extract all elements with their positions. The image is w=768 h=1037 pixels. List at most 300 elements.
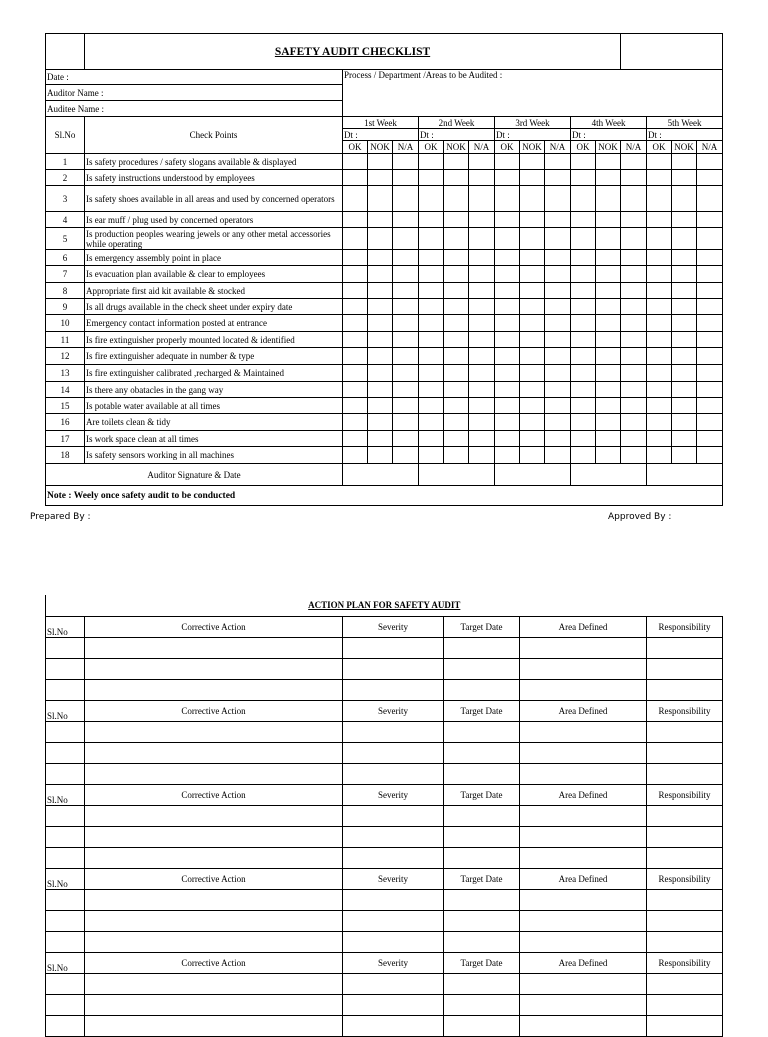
corrective-action-cell[interactable] <box>85 637 343 658</box>
check-cell[interactable] <box>545 348 571 365</box>
check-cell[interactable] <box>596 382 621 398</box>
week-2-date[interactable]: Dt : <box>419 129 495 141</box>
week-4-signature[interactable] <box>571 464 647 486</box>
corrective-action-cell[interactable] <box>85 826 343 847</box>
check-cell[interactable] <box>647 447 672 464</box>
check-cell[interactable] <box>621 228 647 250</box>
check-cell[interactable] <box>444 447 469 464</box>
check-cell[interactable] <box>520 212 545 228</box>
check-cell[interactable] <box>495 186 520 212</box>
check-cell[interactable] <box>368 348 393 365</box>
check-cell[interactable] <box>393 250 419 266</box>
area-defined-cell[interactable] <box>520 847 647 868</box>
check-cell[interactable] <box>571 315 596 332</box>
check-cell[interactable] <box>393 382 419 398</box>
check-cell[interactable] <box>545 228 571 250</box>
check-cell[interactable] <box>621 431 647 447</box>
area-defined-cell[interactable] <box>520 763 647 784</box>
check-cell[interactable] <box>545 250 571 266</box>
check-cell[interactable] <box>419 431 444 447</box>
check-cell[interactable] <box>571 266 596 283</box>
check-cell[interactable] <box>571 186 596 212</box>
check-cell[interactable] <box>368 431 393 447</box>
responsibility-cell[interactable] <box>647 826 723 847</box>
check-cell[interactable] <box>393 212 419 228</box>
check-cell[interactable] <box>520 332 545 348</box>
check-cell[interactable] <box>647 228 672 250</box>
check-cell[interactable] <box>368 315 393 332</box>
check-cell[interactable] <box>444 266 469 283</box>
check-cell[interactable] <box>545 398 571 414</box>
target-date-cell[interactable] <box>444 637 520 658</box>
check-cell[interactable] <box>444 170 469 186</box>
check-cell[interactable] <box>647 154 672 170</box>
check-cell[interactable] <box>520 154 545 170</box>
target-date-cell[interactable] <box>444 805 520 826</box>
check-cell[interactable] <box>368 212 393 228</box>
check-cell[interactable] <box>393 447 419 464</box>
check-cell[interactable] <box>697 154 723 170</box>
check-cell[interactable] <box>571 170 596 186</box>
check-cell[interactable] <box>495 315 520 332</box>
check-cell[interactable] <box>343 348 368 365</box>
check-cell[interactable] <box>545 170 571 186</box>
slno-cell[interactable] <box>46 910 85 931</box>
check-cell[interactable] <box>469 154 495 170</box>
check-cell[interactable] <box>444 365 469 382</box>
slno-cell[interactable] <box>46 763 85 784</box>
check-cell[interactable] <box>672 431 697 447</box>
check-cell[interactable] <box>647 431 672 447</box>
corrective-action-cell[interactable] <box>85 889 343 910</box>
slno-cell[interactable] <box>46 742 85 763</box>
check-cell[interactable] <box>697 348 723 365</box>
target-date-cell[interactable] <box>444 679 520 700</box>
check-cell[interactable] <box>444 299 469 315</box>
responsibility-cell[interactable] <box>647 910 723 931</box>
check-cell[interactable] <box>368 154 393 170</box>
check-cell[interactable] <box>393 315 419 332</box>
responsibility-cell[interactable] <box>647 721 723 742</box>
check-cell[interactable] <box>571 414 596 431</box>
check-cell[interactable] <box>621 447 647 464</box>
check-cell[interactable] <box>571 228 596 250</box>
check-cell[interactable] <box>444 414 469 431</box>
check-cell[interactable] <box>495 266 520 283</box>
slno-cell[interactable] <box>46 889 85 910</box>
check-cell[interactable] <box>647 266 672 283</box>
check-cell[interactable] <box>469 186 495 212</box>
check-cell[interactable] <box>393 348 419 365</box>
check-cell[interactable] <box>393 266 419 283</box>
check-cell[interactable] <box>368 299 393 315</box>
severity-cell[interactable] <box>343 721 444 742</box>
check-cell[interactable] <box>495 283 520 299</box>
severity-cell[interactable] <box>343 805 444 826</box>
check-cell[interactable] <box>545 315 571 332</box>
check-cell[interactable] <box>469 315 495 332</box>
check-cell[interactable] <box>469 332 495 348</box>
severity-cell[interactable] <box>343 637 444 658</box>
check-cell[interactable] <box>672 382 697 398</box>
check-cell[interactable] <box>571 431 596 447</box>
check-cell[interactable] <box>469 283 495 299</box>
target-date-cell[interactable] <box>444 889 520 910</box>
target-date-cell[interactable] <box>444 742 520 763</box>
check-cell[interactable] <box>545 382 571 398</box>
check-cell[interactable] <box>596 447 621 464</box>
check-cell[interactable] <box>343 283 368 299</box>
check-cell[interactable] <box>520 266 545 283</box>
check-cell[interactable] <box>495 382 520 398</box>
severity-cell[interactable] <box>343 1015 444 1036</box>
check-cell[interactable] <box>343 228 368 250</box>
check-cell[interactable] <box>343 447 368 464</box>
severity-cell[interactable] <box>343 910 444 931</box>
check-cell[interactable] <box>596 398 621 414</box>
check-cell[interactable] <box>672 170 697 186</box>
check-cell[interactable] <box>545 266 571 283</box>
check-cell[interactable] <box>697 315 723 332</box>
corrective-action-cell[interactable] <box>85 973 343 994</box>
check-cell[interactable] <box>419 212 444 228</box>
slno-cell[interactable] <box>46 826 85 847</box>
responsibility-cell[interactable] <box>647 637 723 658</box>
check-cell[interactable] <box>520 283 545 299</box>
target-date-cell[interactable] <box>444 763 520 784</box>
check-cell[interactable] <box>596 365 621 382</box>
slno-cell[interactable] <box>46 1015 85 1036</box>
responsibility-cell[interactable] <box>647 847 723 868</box>
check-cell[interactable] <box>697 266 723 283</box>
check-cell[interactable] <box>495 447 520 464</box>
check-cell[interactable] <box>621 382 647 398</box>
check-cell[interactable] <box>571 382 596 398</box>
check-cell[interactable] <box>495 250 520 266</box>
area-defined-cell[interactable] <box>520 637 647 658</box>
week-1-date[interactable]: Dt : <box>343 129 419 141</box>
check-cell[interactable] <box>697 332 723 348</box>
check-cell[interactable] <box>469 431 495 447</box>
area-defined-cell[interactable] <box>520 973 647 994</box>
corrective-action-cell[interactable] <box>85 805 343 826</box>
check-cell[interactable] <box>444 212 469 228</box>
target-date-cell[interactable] <box>444 826 520 847</box>
target-date-cell[interactable] <box>444 1015 520 1036</box>
check-cell[interactable] <box>596 154 621 170</box>
check-cell[interactable] <box>495 299 520 315</box>
check-cell[interactable] <box>697 186 723 212</box>
check-cell[interactable] <box>520 186 545 212</box>
check-cell[interactable] <box>419 348 444 365</box>
check-cell[interactable] <box>621 365 647 382</box>
check-cell[interactable] <box>393 365 419 382</box>
check-cell[interactable] <box>520 365 545 382</box>
check-cell[interactable] <box>545 283 571 299</box>
corrective-action-cell[interactable] <box>85 847 343 868</box>
corrective-action-cell[interactable] <box>85 931 343 952</box>
check-cell[interactable] <box>672 398 697 414</box>
check-cell[interactable] <box>444 186 469 212</box>
slno-cell[interactable] <box>46 658 85 679</box>
check-cell[interactable] <box>469 299 495 315</box>
check-cell[interactable] <box>343 365 368 382</box>
check-cell[interactable] <box>495 414 520 431</box>
target-date-cell[interactable] <box>444 910 520 931</box>
area-defined-cell[interactable] <box>520 826 647 847</box>
check-cell[interactable] <box>571 154 596 170</box>
check-cell[interactable] <box>368 332 393 348</box>
check-cell[interactable] <box>596 228 621 250</box>
check-cell[interactable] <box>596 348 621 365</box>
check-cell[interactable] <box>419 186 444 212</box>
slno-cell[interactable] <box>46 637 85 658</box>
check-cell[interactable] <box>393 283 419 299</box>
check-cell[interactable] <box>596 299 621 315</box>
area-defined-cell[interactable] <box>520 1015 647 1036</box>
check-cell[interactable] <box>444 154 469 170</box>
check-cell[interactable] <box>469 382 495 398</box>
check-cell[interactable] <box>596 431 621 447</box>
check-cell[interactable] <box>495 212 520 228</box>
check-cell[interactable] <box>621 212 647 228</box>
severity-cell[interactable] <box>343 826 444 847</box>
area-defined-cell[interactable] <box>520 679 647 700</box>
target-date-cell[interactable] <box>444 721 520 742</box>
check-cell[interactable] <box>495 348 520 365</box>
check-cell[interactable] <box>393 186 419 212</box>
corrective-action-cell[interactable] <box>85 1015 343 1036</box>
check-cell[interactable] <box>419 154 444 170</box>
check-cell[interactable] <box>520 382 545 398</box>
target-date-cell[interactable] <box>444 847 520 868</box>
check-cell[interactable] <box>621 266 647 283</box>
check-cell[interactable] <box>419 365 444 382</box>
check-cell[interactable] <box>419 299 444 315</box>
area-defined-cell[interactable] <box>520 721 647 742</box>
slno-cell[interactable] <box>46 931 85 952</box>
check-cell[interactable] <box>647 186 672 212</box>
check-cell[interactable] <box>444 348 469 365</box>
check-cell[interactable] <box>697 250 723 266</box>
check-cell[interactable] <box>647 348 672 365</box>
check-cell[interactable] <box>672 299 697 315</box>
check-cell[interactable] <box>621 186 647 212</box>
slno-cell[interactable] <box>46 805 85 826</box>
check-cell[interactable] <box>368 170 393 186</box>
check-cell[interactable] <box>469 398 495 414</box>
check-cell[interactable] <box>672 154 697 170</box>
target-date-cell[interactable] <box>444 994 520 1015</box>
check-cell[interactable] <box>368 283 393 299</box>
check-cell[interactable] <box>596 283 621 299</box>
responsibility-cell[interactable] <box>647 763 723 784</box>
check-cell[interactable] <box>596 186 621 212</box>
check-cell[interactable] <box>672 186 697 212</box>
severity-cell[interactable] <box>343 679 444 700</box>
check-cell[interactable] <box>419 332 444 348</box>
responsibility-cell[interactable] <box>647 931 723 952</box>
corrective-action-cell[interactable] <box>85 994 343 1015</box>
slno-cell[interactable] <box>46 973 85 994</box>
check-cell[interactable] <box>368 414 393 431</box>
check-cell[interactable] <box>545 186 571 212</box>
check-cell[interactable] <box>672 447 697 464</box>
check-cell[interactable] <box>393 154 419 170</box>
area-defined-cell[interactable] <box>520 742 647 763</box>
check-cell[interactable] <box>444 228 469 250</box>
check-cell[interactable] <box>368 228 393 250</box>
check-cell[interactable] <box>520 414 545 431</box>
check-cell[interactable] <box>393 414 419 431</box>
auditee-name-field[interactable]: Auditee Name : <box>46 101 343 117</box>
check-cell[interactable] <box>419 414 444 431</box>
check-cell[interactable] <box>520 431 545 447</box>
slno-cell[interactable] <box>46 847 85 868</box>
check-cell[interactable] <box>495 170 520 186</box>
check-cell[interactable] <box>343 382 368 398</box>
check-cell[interactable] <box>469 348 495 365</box>
slno-cell[interactable] <box>46 721 85 742</box>
check-cell[interactable] <box>672 228 697 250</box>
severity-cell[interactable] <box>343 658 444 679</box>
check-cell[interactable] <box>545 447 571 464</box>
check-cell[interactable] <box>545 431 571 447</box>
check-cell[interactable] <box>697 398 723 414</box>
check-cell[interactable] <box>343 186 368 212</box>
check-cell[interactable] <box>621 250 647 266</box>
check-cell[interactable] <box>545 414 571 431</box>
check-cell[interactable] <box>647 283 672 299</box>
check-cell[interactable] <box>596 170 621 186</box>
check-cell[interactable] <box>647 250 672 266</box>
check-cell[interactable] <box>672 283 697 299</box>
check-cell[interactable] <box>672 212 697 228</box>
check-cell[interactable] <box>621 398 647 414</box>
check-cell[interactable] <box>419 170 444 186</box>
check-cell[interactable] <box>697 365 723 382</box>
check-cell[interactable] <box>672 266 697 283</box>
check-cell[interactable] <box>469 365 495 382</box>
check-cell[interactable] <box>621 283 647 299</box>
date-field[interactable]: Date : <box>46 70 343 85</box>
check-cell[interactable] <box>621 332 647 348</box>
severity-cell[interactable] <box>343 889 444 910</box>
check-cell[interactable] <box>596 315 621 332</box>
check-cell[interactable] <box>419 398 444 414</box>
check-cell[interactable] <box>444 283 469 299</box>
check-cell[interactable] <box>469 447 495 464</box>
check-cell[interactable] <box>343 212 368 228</box>
check-cell[interactable] <box>697 170 723 186</box>
check-cell[interactable] <box>343 154 368 170</box>
check-cell[interactable] <box>520 315 545 332</box>
check-cell[interactable] <box>697 431 723 447</box>
area-defined-cell[interactable] <box>520 931 647 952</box>
check-cell[interactable] <box>621 154 647 170</box>
check-cell[interactable] <box>596 250 621 266</box>
check-cell[interactable] <box>419 228 444 250</box>
check-cell[interactable] <box>647 332 672 348</box>
check-cell[interactable] <box>596 414 621 431</box>
area-defined-cell[interactable] <box>520 889 647 910</box>
check-cell[interactable] <box>697 212 723 228</box>
check-cell[interactable] <box>469 228 495 250</box>
check-cell[interactable] <box>495 154 520 170</box>
severity-cell[interactable] <box>343 973 444 994</box>
check-cell[interactable] <box>419 266 444 283</box>
check-cell[interactable] <box>520 348 545 365</box>
check-cell[interactable] <box>393 299 419 315</box>
severity-cell[interactable] <box>343 994 444 1015</box>
check-cell[interactable] <box>596 212 621 228</box>
check-cell[interactable] <box>545 212 571 228</box>
check-cell[interactable] <box>621 299 647 315</box>
check-cell[interactable] <box>495 228 520 250</box>
check-cell[interactable] <box>520 398 545 414</box>
auditor-name-field[interactable]: Auditor Name : <box>46 85 343 101</box>
check-cell[interactable] <box>672 315 697 332</box>
check-cell[interactable] <box>343 266 368 283</box>
check-cell[interactable] <box>419 283 444 299</box>
area-defined-cell[interactable] <box>520 805 647 826</box>
severity-cell[interactable] <box>343 763 444 784</box>
check-cell[interactable] <box>368 447 393 464</box>
check-cell[interactable] <box>495 365 520 382</box>
corrective-action-cell[interactable] <box>85 658 343 679</box>
check-cell[interactable] <box>545 332 571 348</box>
responsibility-cell[interactable] <box>647 994 723 1015</box>
target-date-cell[interactable] <box>444 658 520 679</box>
check-cell[interactable] <box>571 332 596 348</box>
check-cell[interactable] <box>444 250 469 266</box>
check-cell[interactable] <box>343 431 368 447</box>
check-cell[interactable] <box>343 170 368 186</box>
check-cell[interactable] <box>571 283 596 299</box>
check-cell[interactable] <box>343 250 368 266</box>
corrective-action-cell[interactable] <box>85 679 343 700</box>
check-cell[interactable] <box>469 266 495 283</box>
target-date-cell[interactable] <box>444 973 520 994</box>
week-1-signature[interactable] <box>343 464 419 486</box>
check-cell[interactable] <box>647 170 672 186</box>
responsibility-cell[interactable] <box>647 889 723 910</box>
check-cell[interactable] <box>571 212 596 228</box>
check-cell[interactable] <box>343 315 368 332</box>
check-cell[interactable] <box>647 365 672 382</box>
check-cell[interactable] <box>368 266 393 283</box>
check-cell[interactable] <box>469 212 495 228</box>
check-cell[interactable] <box>444 315 469 332</box>
check-cell[interactable] <box>368 365 393 382</box>
check-cell[interactable] <box>545 154 571 170</box>
check-cell[interactable] <box>343 332 368 348</box>
corrective-action-cell[interactable] <box>85 763 343 784</box>
check-cell[interactable] <box>444 382 469 398</box>
week-2-signature[interactable] <box>419 464 495 486</box>
check-cell[interactable] <box>444 332 469 348</box>
check-cell[interactable] <box>571 348 596 365</box>
check-cell[interactable] <box>672 250 697 266</box>
check-cell[interactable] <box>419 447 444 464</box>
check-cell[interactable] <box>520 228 545 250</box>
check-cell[interactable] <box>596 266 621 283</box>
check-cell[interactable] <box>419 315 444 332</box>
check-cell[interactable] <box>368 382 393 398</box>
responsibility-cell[interactable] <box>647 658 723 679</box>
check-cell[interactable] <box>469 414 495 431</box>
check-cell[interactable] <box>647 414 672 431</box>
